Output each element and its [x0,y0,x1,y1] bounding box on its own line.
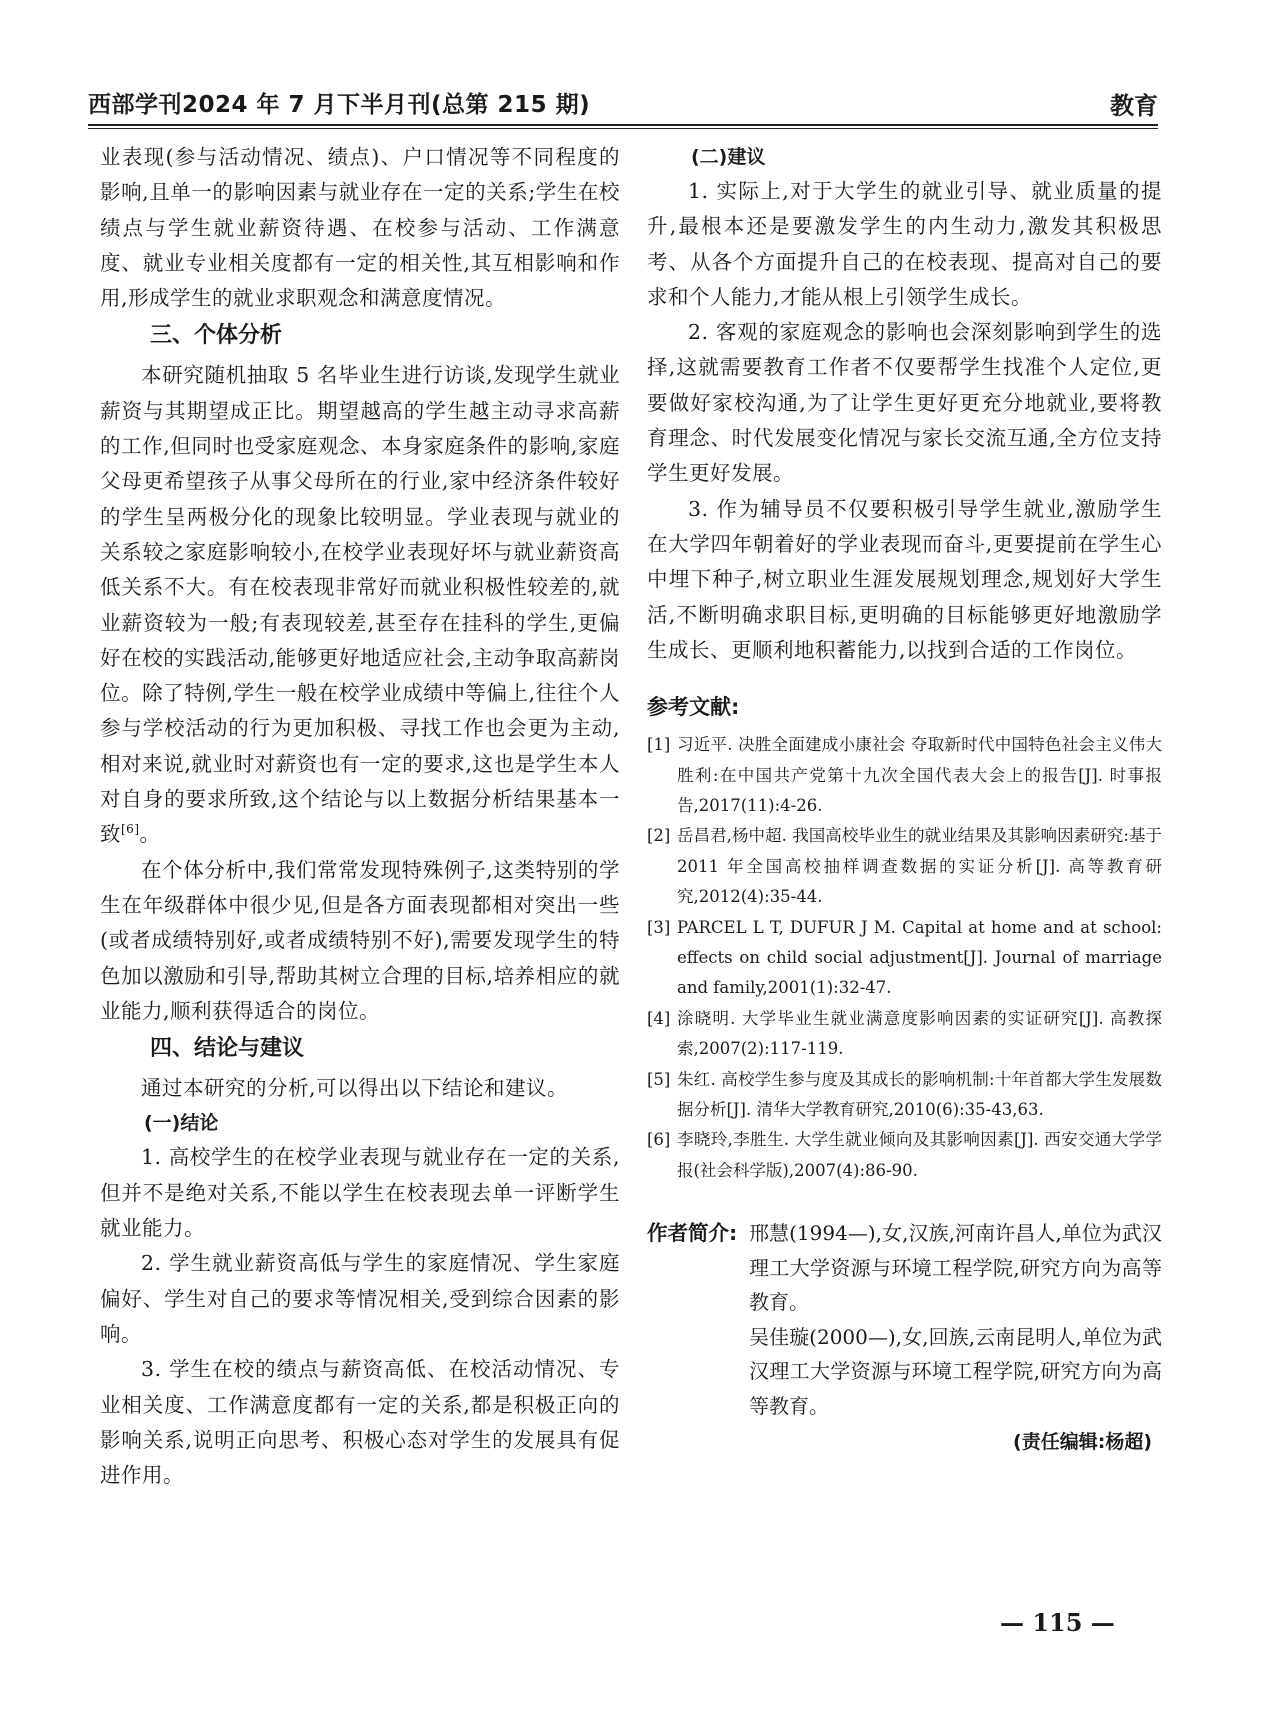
author-bio [647,1216,1162,1423]
references-list [647,730,1162,1186]
subsection-heading: (一)结论 [144,1112,219,1135]
reference-number: [2] [647,826,671,846]
reference-item [647,821,1162,912]
section-heading: 四、结论与建议 [150,1036,305,1062]
paragraph: 1. 实际上,对于大学生的就业引导、就业质量的提升,最根本还是要激发学生的内生动力,激发其积极思考、从各个方面提升自己的在校表现、提高对自己的要求和个人能力,才能从根上引领学生成长。 [647,179,1162,309]
paragraph: 2. 学生就业薪资高低与学生的家庭情况、学生家庭偏好、学生对自己的要求等情况相关,受到综合因素的影响。 [100,1251,620,1346]
reference-item [647,730,1162,821]
reference-text: 朱红. 高校学生参与度及其成长的影响机制:十年首都大学生发展数据分析[J]. 清华大学教育研究,2010(6):35-43,63. [677,1069,1162,1120]
reference-number: [3] [647,917,671,937]
author-entry: 吴佳璇(2000—),女,回族,云南昆明人,单位为武汉理工大学资源与环境工程学院,研究方向为高等教育。 [749,1324,1162,1418]
paragraph: 业表现(参与活动情况、绩点)、户口情况等不同程度的影响,且单一的影响因素与就业存在一定的关系;学生在校绩点与学生就业薪资待遇、在校参与活动、工作满意度、就业专业相关度都有一定的相关性,其互相影响和作用,形成学生的就业求职观念和满意度情况。 [100,145,620,311]
reference-text: 李晓玲,李胜生. 大学生就业倾向及其影响因素[J]. 西安交通大学学报(社会科学版),2007(4):86-90. [677,1130,1162,1180]
author-bio-content [743,1216,1162,1423]
paragraph: 通过本研究的分析,可以得出以下结论和建议。 [141,1076,569,1101]
paragraph: 在个体分析中,我们常常发现特殊例子,这类特别的学生在年级群体中很少见,但是各方面表现都相对突出一些(或者成绩特别好,或者成绩特别不好),需要发现学生的特色加以激励和引导,帮助其树立合理的目标,培养相应的就业能力,顺利获得适合的岗位。 [100,857,620,1023]
reference-text: 涂晓明. 大学毕业生就业满意度影响因素的实证研究[J]. 高教探索,2007(2):117-119. [677,1008,1162,1059]
header-rule-thin [88,128,1158,129]
header-rule [88,124,1158,126]
author-bio-label: 作者简介: [647,1221,738,1246]
reference-text: 岳昌君,杨中超. 我国高校毕业生的就业结果及其影响因素研究:基于 2011 年全国高校抽样调查数据的实证分析[J]. 高等教育研究,2012(4):35-44. [677,826,1162,907]
references-heading: 参考文献: [647,695,740,720]
right-column [647,140,1162,1454]
reference-number: [4] [647,1008,671,1028]
reference-item [647,1004,1162,1065]
section-label: 教育 [1110,92,1158,120]
reference-item [647,913,1162,1004]
paragraph-end: 。 [139,822,161,847]
reference-text: PARCEL L T, DUFUR J M. Capital at home and at school: effects on child social adjustment[J]. Journal of marriage and family,2001(1):32-47. [677,917,1162,998]
author-entry: 邢慧(1994—),女,汉族,河南许昌人,单位为武汉理工大学资源与环境工程学院,研究方向为高等教育。 [749,1221,1162,1315]
journal-title: 西部学刊2024 年 7 月下半月刊(总第 215 期) [88,92,591,118]
left-column [100,140,620,1493]
paragraph: 3. 作为辅导员不仅要积极引导学生就业,激励学生在大学四年朝着好的学业表现而奋斗,更要提前在学生心中埋下种子,树立职业生涯发展规划理念,规划好大学生活,不断明确求职目标,更明确的目标能够更好地激励学生成长、更顺利地积蓄能力,以找到合适的工作岗位。 [647,496,1162,662]
section-heading: 三、个体分析 [150,323,283,349]
paragraph: 3. 学生在校的绩点与薪资高低、在校活动情况、专业相关度、工作满意度都有一定的关系,都是积极正向的影响关系,说明正向思考、积极心态对学生的发展具有促进作用。 [100,1357,620,1488]
paragraph-text: 本研究随机抽取 5 名毕业生进行访谈,发现学生就业薪资与其期望成正比。期望越高的学生越主动寻求高薪的工作,但同时也受家庭观念、本身家庭条件的影响,家庭父母更希望孩子从事父母所在的行业,家中经济条件较好的学生呈两极分化的现象比较明显。学业表现与就业的关系较之家庭影响较小,在校学业表现好坏与就业薪资高低关系不大。有在校表现非常好而就业积极性较差的,就业薪资较为一般;有表现较差,甚至存在挂科的学生,更偏好在校的实践活动,能够更好地适应社会,主动争取高薪岗位。除了特例,学生一般在校学业成绩中等偏上,往往个人参与学校活动的行为更加积极、寻找工作也会更为主动,相对来说,就业时对薪资也有一定的要求,这也是学生本人对自身的要求所致,这个结论与以上数据分析结果基本一致 [100,363,620,847]
paragraph: 1. 高校学生的在校学业表现与就业存在一定的关系,但并不是绝对关系,不能以学生在校表现去单一评断学生就业能力。 [100,1145,620,1241]
reference-text: 习近平. 决胜全面建成小康社会 夺取新时代中国特色社会主义伟大胜利:在中国共产党第十九次全国代表大会上的报告[J]. 时事报告,2017(11):4-26. [677,735,1162,815]
responsible-editor: (责任编辑:杨超) [1013,1431,1152,1454]
reference-number: [6] [647,1130,671,1150]
page-number: — 115 — [1000,1608,1115,1637]
page-header [88,86,1158,120]
paragraph: 2. 客观的家庭观念的影响也会深刻影响到学生的选择,这就需要教育工作者不仅要帮学生找准个人定位,更要做好家校沟通,为了让学生更好更充分地就业,要将教育理念、时代发展变化情况与家长交流互通,全方位支持学生更好发展。 [647,320,1162,486]
reference-item [647,1125,1162,1186]
reference-item [647,1065,1162,1126]
reference-number: [5] [647,1069,671,1089]
reference-number: [1] [647,735,671,755]
subsection-heading: (二)建议 [691,146,766,168]
citation-marker: [6] [121,822,140,837]
paragraph [100,358,620,852]
